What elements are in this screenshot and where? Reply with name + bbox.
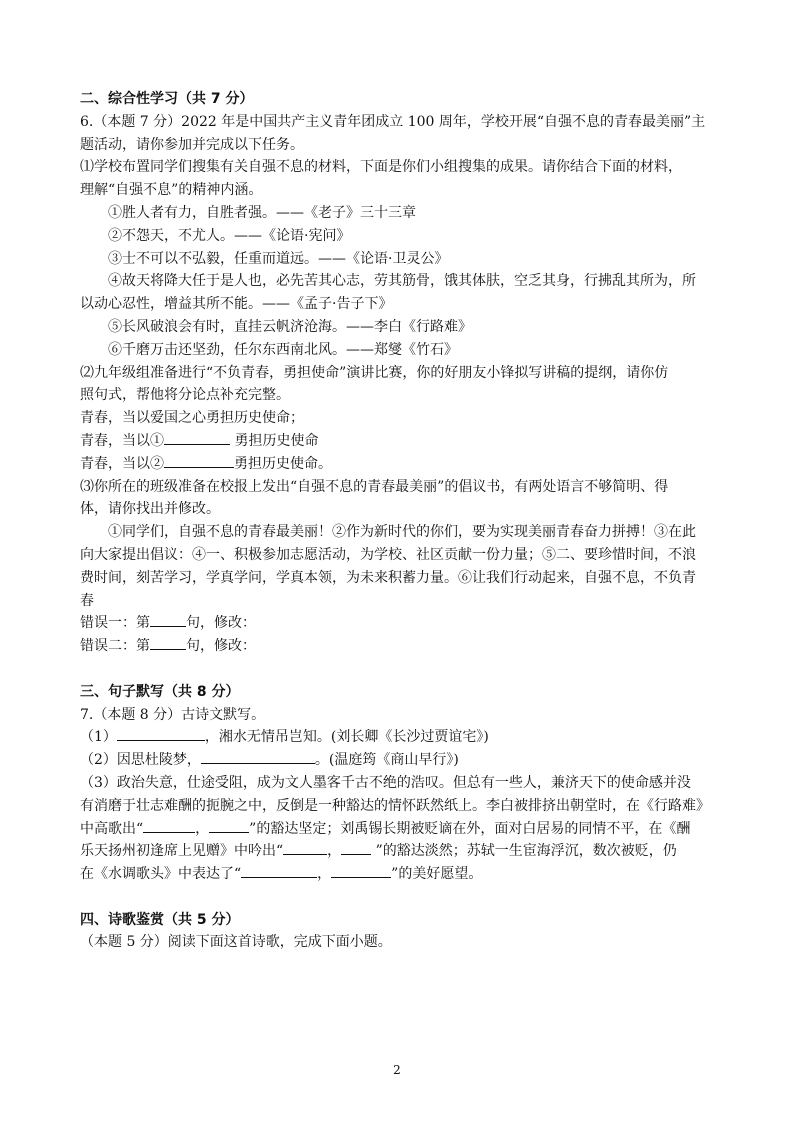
- material-3: ③士不可以不弘毅，任重而道远。——《论语·卫灵公》: [108, 250, 449, 267]
- error-2-suffix: 句，修改：: [186, 638, 256, 655]
- material-2: ②不怨天，不尤人。——《论语·宪问》: [108, 227, 351, 244]
- q7-item-3-line-3: [80, 818, 720, 841]
- text-segment: 乐天扬州初逢席上见赠》中吟出“: [80, 843, 284, 860]
- material-5: ⑤长风破浪会有时，直挂云帆济沧海。——李白《行路难》: [108, 318, 472, 335]
- q7-item-2: [80, 749, 720, 772]
- q7-item-3-line-5: [80, 863, 720, 886]
- error-1-prefix: 错误一：第: [80, 615, 150, 632]
- q7-item-3-line-2: 有消磨于壮志难酬的扼腕之中，反倒是一种豁达的情怀跃然纸上。李白被排挤出朝堂时，在《行路难》: [80, 797, 710, 814]
- q6-part3-line-1: ⑶你所在的班级准备在校报上发出“自强不息的青春最美丽”的倡议书，有两处语言不够简明、得: [80, 478, 669, 495]
- answer-blank[interactable]: [164, 430, 230, 445]
- proposal-line-3: 费时间，刻苦学习，学真学问，学真本领，为未来积蓄力量。⑥让我们行动起来，自强不息，不负青: [80, 569, 696, 586]
- section-3-title: 三、句子默写（共 8 分）: [80, 683, 240, 700]
- error-2: [80, 635, 720, 658]
- error-2-prefix: 错误二：第: [80, 638, 150, 655]
- page-number: 2: [393, 1063, 401, 1077]
- q6-line-2: 题活动，请你参加并完成以下任务。: [80, 136, 304, 153]
- text-segment: ”的豁达坚定；刘禹锡长期被贬谪在外，面对白居易的同情不平，在《酬: [249, 820, 691, 837]
- youth-line-3: [80, 453, 720, 476]
- answer-blank[interactable]: [283, 840, 327, 855]
- q7-item-2-suffix: 。(温庭筠《商山早行》): [314, 752, 459, 769]
- spacer: [80, 658, 720, 681]
- q7-item-1-prefix: （1）: [80, 729, 117, 746]
- answer-blank[interactable]: [150, 635, 186, 650]
- section-4-title: 四、诗歌鉴赏（共 5 分）: [80, 911, 240, 928]
- q6-part3-line-2: 体，请你找出并修改。: [80, 501, 220, 518]
- q7-line: 7.（本题 8 分）古诗文默写。: [80, 706, 266, 723]
- error-1: [80, 612, 720, 635]
- q6-part1-line-1: ⑴学校布置同学们搜集有关自强不息的材料，下面是你们小组搜集的成果。请你结合下面的材料，: [80, 159, 682, 176]
- material-4-line-1: ④故天将降大任于是人也，必先苦其心志，劳其筋骨，饿其体肤，空乏其身，行拂乱其所为，所: [108, 273, 696, 290]
- youth-line-1: 青春，当以爱国之心勇担历史使命；: [80, 410, 304, 427]
- q6-line-1: 6.（本题 7 分）2022 年是中国共产主义青年团成立 100 周年，学校开展“自强不息的青春最美丽”主: [80, 113, 706, 130]
- material-1: ①胜人者有力，自胜者强。——《老子》三十三章: [108, 204, 416, 221]
- youth-line-3-prefix: 青春，当以②: [80, 455, 164, 472]
- q6-part2-line-1: ⑵九年级组准备进行“不负青春，勇担使命”演讲比赛，你的好朋友小锋拟写讲稿的提纲，请你仿: [80, 364, 669, 381]
- exam-page: [80, 88, 720, 954]
- answer-blank[interactable]: [241, 863, 317, 878]
- proposal-line-1: ①同学们，自强不息的青春最美丽！②作为新时代的你们，要为实现美丽青春奋力拼搏！③在此: [108, 524, 696, 541]
- q7-item-3-line-1: （3）政治失意，仕途受阻，成为文人墨客千古不绝的浩叹。但总有一些人，兼济天下的使命感并没: [80, 774, 691, 791]
- text-segment: ，: [327, 843, 342, 860]
- proposal-line-2: 向大家提出倡议：④一、积极参加志愿活动，为学校、社区贡献一份力量；⑤二、要珍惜时间，不浪: [80, 546, 696, 563]
- text-segment: ”的豁达淡然；苏轼一生宦海浮沉，数次被贬，仍: [371, 843, 677, 860]
- youth-line-3-suffix: 勇担历史使命。: [234, 455, 332, 472]
- answer-blank[interactable]: [117, 726, 205, 741]
- text-segment: ”的美好愿望。: [391, 866, 483, 883]
- answer-blank[interactable]: [341, 840, 371, 855]
- q7-item-1-suffix: ，湘水无情吊岂知。(刘长卿《长沙过贾谊宅》): [204, 729, 489, 746]
- proposal-line-4: 春: [80, 592, 94, 609]
- q6-part1-line-2: 理解“自强不息”的精神内涵。: [80, 182, 263, 199]
- youth-line-2-suffix: 勇担历史使命: [230, 432, 319, 449]
- text-segment: 在《水调歌头》中表达了“: [80, 866, 242, 883]
- material-4-line-2: 以动心忍性，增益其所不能。——《孟子·告子下》: [80, 296, 393, 313]
- material-6: ⑥千磨万击还坚劲，任尔东西南北风。——郑燮《竹石》: [108, 341, 458, 358]
- q7-item-3-line-4: [80, 840, 720, 863]
- youth-line-2: [80, 430, 720, 453]
- answer-blank[interactable]: [209, 818, 249, 833]
- q7-item-2-prefix: （2）因思杜陵梦，: [80, 752, 201, 769]
- q8-intro: （本题 5 分）阅读下面这首诗歌，完成下面小题。: [80, 934, 392, 951]
- error-1-suffix: 句，修改：: [186, 615, 256, 632]
- answer-blank[interactable]: [164, 453, 234, 468]
- text-segment: ，: [317, 866, 332, 883]
- spacer: [80, 886, 720, 909]
- youth-line-2-prefix: 青春，当以①: [80, 432, 164, 449]
- answer-blank[interactable]: [143, 818, 195, 833]
- section-2-title: 二、综合性学习（共 7 分）: [80, 91, 254, 107]
- answer-blank[interactable]: [331, 863, 391, 878]
- answer-blank[interactable]: [201, 749, 315, 764]
- q7-item-1: [80, 726, 720, 749]
- text-segment: ，: [195, 820, 210, 837]
- answer-blank[interactable]: [150, 612, 186, 627]
- q6-part2-line-2: 照句式，帮他将分论点补充完整。: [80, 387, 290, 404]
- text-segment: 中高歌出“: [80, 820, 144, 837]
